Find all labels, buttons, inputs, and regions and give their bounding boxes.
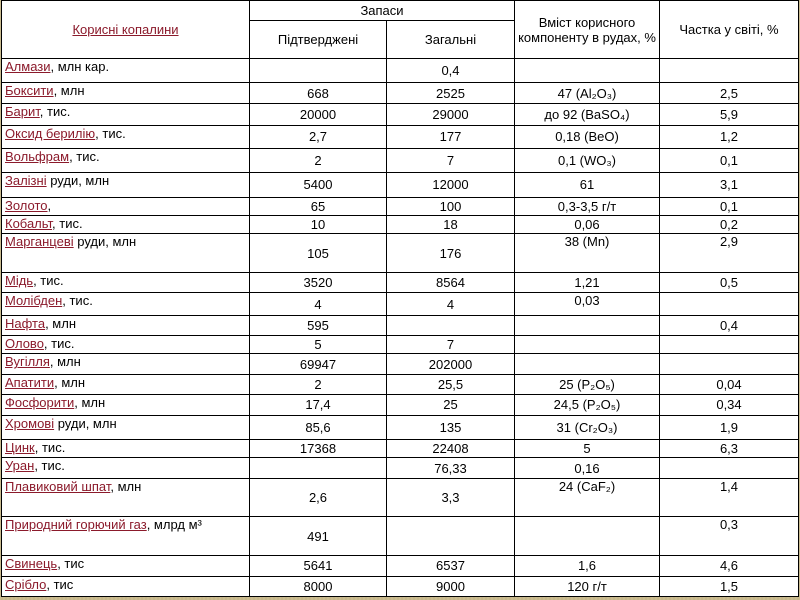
- cell-share: 2,9: [660, 234, 799, 273]
- mineral-name-cell: [2, 478, 250, 517]
- table-row: [2, 148, 799, 172]
- cell-content: 1,21: [515, 272, 660, 292]
- mineral-link[interactable]: Марганцеві: [5, 234, 74, 250]
- mineral-link[interactable]: Апатити: [5, 374, 55, 390]
- cell-total: [387, 517, 515, 556]
- cell-share: 1,5: [660, 576, 799, 597]
- mineral-link[interactable]: Мідь: [5, 272, 34, 288]
- mineral-name-cell: [2, 126, 250, 148]
- cell-total: 7: [387, 148, 515, 172]
- cell-content: 24 (CaF₂): [515, 478, 660, 517]
- mineral-link[interactable]: Цинк: [5, 439, 35, 455]
- table-row: [2, 576, 799, 597]
- cell-share: 1,2: [660, 126, 799, 148]
- cell-confirmed: 105: [250, 234, 387, 273]
- mineral-unit: , тис.: [34, 439, 66, 455]
- cell-confirmed: 3520: [250, 272, 387, 292]
- cell-confirmed: 2: [250, 374, 387, 394]
- cell-confirmed: [250, 458, 387, 478]
- cell-total: 177: [387, 126, 515, 148]
- cell-content: [515, 315, 660, 335]
- cell-share: 0,4: [660, 315, 799, 335]
- cell-content: [515, 59, 660, 83]
- cell-total: 18: [387, 215, 515, 233]
- mineral-name-cell: [2, 234, 250, 273]
- cell-confirmed: 85,6: [250, 415, 387, 439]
- cell-total: 25,5: [387, 374, 515, 394]
- cell-total: 12000: [387, 173, 515, 197]
- mineral-name-cell: [2, 103, 250, 125]
- cell-confirmed: 69947: [250, 354, 387, 374]
- mineral-link[interactable]: Молібден: [5, 293, 63, 309]
- mineral-link[interactable]: Природний горючий газ: [5, 517, 147, 533]
- table-row: [2, 315, 799, 335]
- cell-total: 100: [387, 197, 515, 215]
- cell-content: 1,6: [515, 556, 660, 576]
- cell-content: 0,1 (WO₃): [515, 148, 660, 172]
- cell-total: 135: [387, 415, 515, 439]
- cell-content: [515, 354, 660, 374]
- cell-confirmed: 4: [250, 293, 387, 315]
- mineral-unit: , тис: [57, 556, 85, 572]
- cell-content: 120 г/т: [515, 576, 660, 597]
- mineral-unit: , млн: [74, 395, 106, 411]
- header-confirmed: Підтверджені: [250, 21, 387, 59]
- cell-total: 7: [387, 336, 515, 354]
- table-row: [2, 83, 799, 103]
- cell-content: [515, 336, 660, 354]
- cell-share: 2,5: [660, 83, 799, 103]
- cell-confirmed: 5400: [250, 173, 387, 197]
- cell-share: [660, 458, 799, 478]
- cell-content: 0,06: [515, 215, 660, 233]
- cell-content: 5: [515, 439, 660, 457]
- cell-confirmed: 491: [250, 517, 387, 556]
- mineral-name-cell: [2, 173, 250, 197]
- cell-confirmed: 2,6: [250, 478, 387, 517]
- cell-total: 8564: [387, 272, 515, 292]
- cell-content: до 92 (BaSO₄): [515, 103, 660, 125]
- mineral-name-cell: [2, 415, 250, 439]
- table-row: [2, 439, 799, 457]
- mineral-link[interactable]: Олово: [5, 336, 44, 352]
- mineral-unit: , млрд м³: [146, 517, 202, 533]
- mineral-name-cell: [2, 83, 250, 103]
- cell-total: 4: [387, 293, 515, 315]
- header-minerals[interactable]: [2, 1, 250, 59]
- cell-confirmed: 65: [250, 197, 387, 215]
- mineral-unit: , тис: [46, 576, 74, 592]
- mineral-unit: , тис.: [95, 126, 126, 142]
- mineral-unit: , тис.: [33, 272, 64, 288]
- cell-share: [660, 336, 799, 354]
- cell-content: 47 (Al₂O₃): [515, 83, 660, 103]
- mineral-link[interactable]: Уран: [5, 458, 35, 474]
- table-row: [2, 556, 799, 576]
- table-row: [2, 215, 799, 233]
- mineral-name-cell: [2, 59, 250, 83]
- table-row: [2, 59, 799, 83]
- cell-confirmed: 5: [250, 336, 387, 354]
- mineral-unit: , тис.: [34, 458, 65, 474]
- header-minerals-link[interactable]: Корисні копалини: [72, 22, 179, 37]
- mineral-unit: , млн: [53, 83, 85, 99]
- cell-share: 0,2: [660, 215, 799, 233]
- table-row: [2, 173, 799, 197]
- mineral-name-cell: [2, 272, 250, 292]
- cell-confirmed: 668: [250, 83, 387, 103]
- cell-share: 0,34: [660, 395, 799, 415]
- mineral-unit: , тис.: [69, 148, 100, 164]
- cell-content: 0,03: [515, 293, 660, 315]
- table-row: [2, 336, 799, 354]
- mineral-name-cell: [2, 336, 250, 354]
- cell-content: 0,18 (BeO): [515, 126, 660, 148]
- cell-total: 29000: [387, 103, 515, 125]
- cell-confirmed: 2,7: [250, 126, 387, 148]
- mineral-name-cell: [2, 148, 250, 172]
- cell-share: 4,6: [660, 556, 799, 576]
- minerals-table: [1, 0, 799, 597]
- mineral-link[interactable]: Свинець: [5, 556, 58, 572]
- header-content: Вміст корисного компоненту в рудах, %: [515, 1, 660, 59]
- mineral-link[interactable]: Фосфорити: [5, 395, 75, 411]
- cell-confirmed: 17368: [250, 439, 387, 457]
- cell-share: 0,1: [660, 197, 799, 215]
- cell-content: 0,3-3,5 г/т: [515, 197, 660, 215]
- cell-confirmed: 17,4: [250, 395, 387, 415]
- mineral-name-cell: [2, 458, 250, 478]
- cell-share: [660, 293, 799, 315]
- mineral-unit: , млн: [110, 478, 142, 494]
- mineral-link[interactable]: Залізні: [5, 173, 47, 189]
- mineral-unit: , тис.: [39, 103, 71, 119]
- cell-confirmed: 10: [250, 215, 387, 233]
- cell-total: 22408: [387, 439, 515, 457]
- cell-content: [515, 517, 660, 556]
- table-row: [2, 234, 799, 273]
- table-row: [2, 517, 799, 556]
- mineral-link[interactable]: Барит: [5, 103, 40, 119]
- mineral-unit: ,: [47, 197, 52, 213]
- mineral-link[interactable]: Плавиковий шпат: [5, 478, 111, 494]
- mineral-name-cell: [2, 576, 250, 597]
- cell-content: 31 (Cr₂O₃): [515, 415, 660, 439]
- cell-confirmed: 20000: [250, 103, 387, 125]
- mineral-unit: , млн кар.: [50, 59, 110, 74]
- cell-total: 202000: [387, 354, 515, 374]
- cell-total: 2525: [387, 83, 515, 103]
- cell-share: [660, 59, 799, 83]
- header-reserves: Запаси: [250, 1, 515, 21]
- cell-content: 25 (P₂O₅): [515, 374, 660, 394]
- mineral-link[interactable]: Хромові: [5, 415, 55, 431]
- mineral-link[interactable]: Нафта: [5, 315, 46, 331]
- mineral-name-cell: [2, 354, 250, 374]
- table-row: [2, 478, 799, 517]
- mineral-link[interactable]: Вугілля: [5, 354, 50, 370]
- mineral-unit: руди, млн: [54, 415, 117, 431]
- cell-confirmed: [250, 59, 387, 83]
- cell-share: 1,4: [660, 478, 799, 517]
- mineral-name-cell: [2, 517, 250, 556]
- mineral-unit: , млн: [45, 315, 77, 331]
- cell-share: 0,1: [660, 148, 799, 172]
- mineral-name-cell: [2, 293, 250, 315]
- mineral-name-cell: [2, 197, 250, 215]
- table-body: [2, 59, 799, 597]
- mineral-link[interactable]: Боксити: [5, 83, 54, 99]
- mineral-unit: руди, млн: [46, 173, 110, 189]
- header-share: Частка у світі, %: [660, 1, 799, 59]
- cell-share: 0,5: [660, 272, 799, 292]
- mineral-unit: руди, млн: [73, 234, 137, 250]
- header-total: Загальні: [387, 21, 515, 59]
- table-row: [2, 458, 799, 478]
- table-row: [2, 395, 799, 415]
- cell-total: 6537: [387, 556, 515, 576]
- mineral-link[interactable]: Вольфрам: [5, 148, 70, 164]
- mineral-name-cell: [2, 215, 250, 233]
- cell-content: 0,16: [515, 458, 660, 478]
- cell-total: 76,33: [387, 458, 515, 478]
- cell-total: 9000: [387, 576, 515, 597]
- table-row: [2, 415, 799, 439]
- cell-share: 3,1: [660, 173, 799, 197]
- mineral-unit: , тис.: [52, 215, 83, 231]
- cell-content: 38 (Mn): [515, 234, 660, 273]
- cell-confirmed: 2: [250, 148, 387, 172]
- cell-content: 24,5 (P₂O₅): [515, 395, 660, 415]
- table-row: [2, 354, 799, 374]
- mineral-link[interactable]: Срібло: [5, 576, 47, 592]
- cell-total: [387, 315, 515, 335]
- mineral-name-cell: [2, 556, 250, 576]
- table-row: [2, 103, 799, 125]
- cell-content: 61: [515, 173, 660, 197]
- cell-confirmed: 5641: [250, 556, 387, 576]
- mineral-link[interactable]: Кобальт: [5, 215, 53, 231]
- mineral-name-cell: [2, 315, 250, 335]
- mineral-link[interactable]: Оксид берилію: [5, 126, 96, 142]
- cell-confirmed: 595: [250, 315, 387, 335]
- cell-share: 0,3: [660, 517, 799, 556]
- cell-total: 0,4: [387, 59, 515, 83]
- table-row: [2, 272, 799, 292]
- mineral-unit: , млн: [49, 354, 81, 370]
- cell-share: [660, 354, 799, 374]
- mineral-link[interactable]: Алмази: [5, 59, 51, 74]
- cell-share: 5,9: [660, 103, 799, 125]
- mineral-name-cell: [2, 439, 250, 457]
- mineral-name-cell: [2, 395, 250, 415]
- mineral-link[interactable]: Золото: [5, 197, 48, 213]
- mineral-unit: , млн: [54, 374, 86, 390]
- cell-total: 25: [387, 395, 515, 415]
- table-row: [2, 293, 799, 315]
- mineral-unit: , тис.: [43, 336, 75, 352]
- mineral-name-cell: [2, 374, 250, 394]
- cell-total: 176: [387, 234, 515, 273]
- cell-share: 6,3: [660, 439, 799, 457]
- table-row: [2, 374, 799, 394]
- cell-total: 3,3: [387, 478, 515, 517]
- cell-confirmed: 8000: [250, 576, 387, 597]
- mineral-unit: , тис.: [62, 293, 93, 309]
- cell-share: 1,9: [660, 415, 799, 439]
- table-row: [2, 197, 799, 215]
- table-row: [2, 126, 799, 148]
- cell-share: 0,04: [660, 374, 799, 394]
